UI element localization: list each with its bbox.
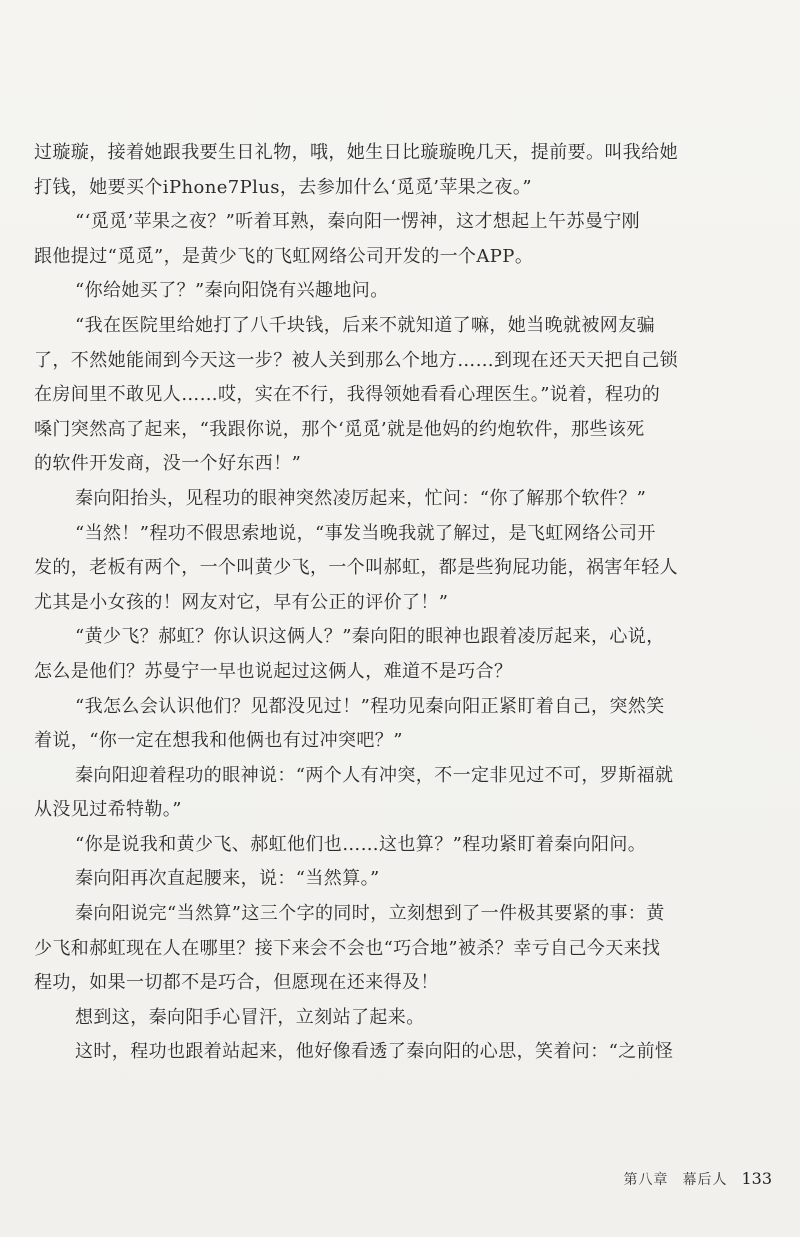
text-line: “当然！”程功不假思索地说，“事发当晚我就了解过，是飞虹网络公司开 [75, 522, 656, 544]
text-line: 嗓门突然高了起来，“我跟你说，那个‘觅觅’就是他妈的约炮软件，那些该死 [34, 418, 645, 440]
text-line: 打钱，她要买个iPhone7Plus，去参加什么‘觅觅’苹果之夜。” [34, 176, 532, 198]
text-line: 发的，老板有两个，一个叫黄少飞，一个叫郝虹，都是些狗屁功能，祸害年轻人 [34, 557, 678, 579]
text-line: 尤其是小女孩的！网友对它，早有公正的评价了！” [34, 591, 449, 613]
chapter-label: 第八章 [623, 1172, 669, 1188]
text-line: 这时，程功也跟着站起来，他好像看透了秦向阳的心思，笑着问：“之前怪 [75, 1041, 674, 1063]
text-line: 的软件开发商，没一个好东西！” [34, 453, 302, 475]
text-line: “黄少飞？郝虹？你认识这俩人？”秦向阳的眼神也跟着凌厉起来，心说， [75, 626, 665, 648]
text-line: 想到这，秦向阳手心冒汗，立刻站了起来。 [75, 1006, 425, 1028]
text-line: “你给她买了？”秦向阳饶有兴趣地问。 [75, 280, 389, 302]
text-line: 过璇璇，接着她跟我要生日礼物，哦，她生日比璇璇晚几天，提前要。叫我给她 [34, 142, 678, 163]
page-footer [623, 1169, 772, 1189]
text-line: 着说，“你一定在想我和他俩也有过冲突吧？” [34, 730, 403, 752]
chapter-title: 幕后人 [682, 1172, 728, 1188]
text-line: 秦向阳抬头，见程功的眼神突然凌厉起来，忙问：“你了解那个软件？” [75, 487, 647, 509]
page-number: 133 [741, 1169, 772, 1188]
text-line: 了，不然她能闹到今天这一步？被人关到那么个地方……到现在还天天把自己锁 [34, 349, 678, 371]
body-text [34, 136, 750, 1070]
text-line: “我怎么会认识他们？见都没见过！”程功见秦向阳正紧盯着自己，突然笑 [75, 695, 665, 717]
text-line: 跟他提过“觅觅”，是黄少飞的飞虹网络公司开发的一个APP。 [34, 245, 534, 267]
text-line: 秦向阳说完“当然算”这三个字的同时，立刻想到了一件极其要紧的事：黄 [75, 903, 665, 925]
text-line: 怎么是他们？苏曼宁一早也说起过这俩人，难道不是巧合？ [34, 660, 513, 682]
text-line: 从没见过希特勒。” [34, 799, 182, 821]
text-line: 在房间里不敢见人……哎，实在不行，我得领她看看心理医生。”说着，程功的 [34, 384, 661, 406]
text-line: 秦向阳迎着程功的眼神说：“两个人有冲突，不一定非见过不可，罗斯福就 [75, 764, 674, 786]
text-line: 程功，如果一切都不是巧合，但愿现在还来得及！ [34, 972, 439, 994]
text-line: “我在医院里给她打了八千块钱，后来不就知道了嘛，她当晚就被网友骗 [75, 314, 655, 336]
text-line: 秦向阳再次直起腰来，说：“当然算。” [75, 868, 380, 890]
text-line: 少飞和郝虹现在人在哪里？接下来会不会也“巧合地”被杀？幸亏自己今天来找 [34, 937, 661, 959]
text-line: “‘觅觅’苹果之夜？”听着耳熟，秦向阳一愣神，这才想起上午苏曼宁刚 [75, 211, 641, 233]
text-line: “你是说我和黄少飞、郝虹他们也……这也算？”程功紧盯着秦向阳问。 [75, 833, 647, 855]
